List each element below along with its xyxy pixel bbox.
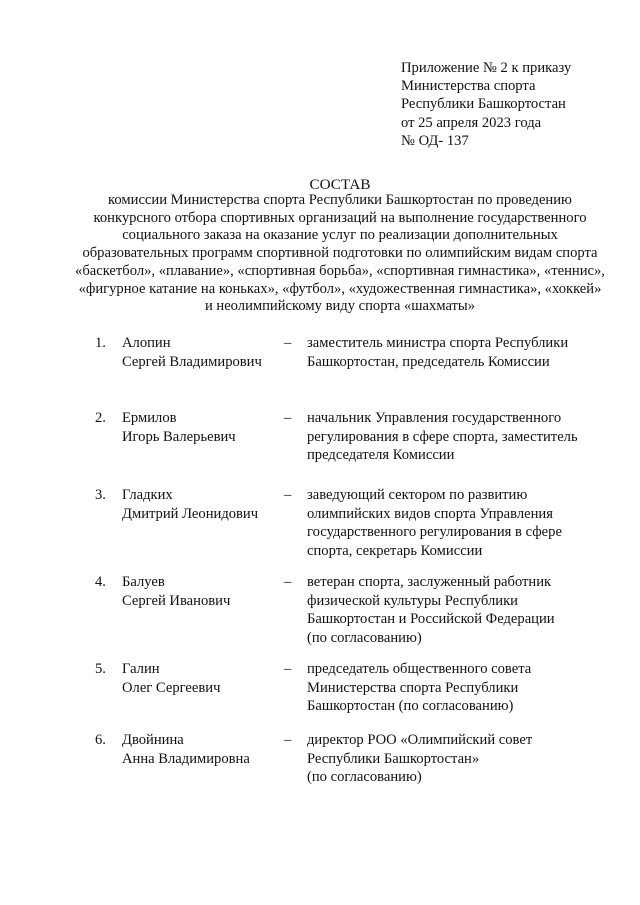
role-line: заместитель министра спорта Республики <box>307 335 569 351</box>
role-line: регулирования в сфере спорта, заместитель <box>307 428 578 445</box>
document-subtitle <box>50 192 630 316</box>
subtitle-line: и неолимпийскому виду спорта «шахматы» <box>204 298 476 315</box>
member-number: 6. <box>95 732 106 748</box>
member-number: 3. <box>95 487 106 503</box>
member-surname: Балуев <box>122 574 165 590</box>
subtitle-line: конкурсного отбора спортивных организаций на выполнение государственного <box>93 209 587 226</box>
role-line: олимпийских видов спорта Управления <box>307 505 553 522</box>
member-dash: – <box>284 732 292 748</box>
member-role <box>307 660 607 716</box>
role-line: Башкортостан, председатель Комиссии <box>307 353 550 370</box>
subtitle-line: «баскетбол», «плавание», «спортивная борьба», «спортивная гимнастика», «теннис», <box>75 262 605 279</box>
member-dash: – <box>284 335 292 351</box>
document-title: СОСТАВ <box>309 176 371 193</box>
member-name <box>122 486 282 523</box>
role-line: физической культуры Республики <box>307 592 518 609</box>
role-line: председатель общественного совета <box>307 661 532 677</box>
subtitle-line: социального заказа на оказание услуг по реализации дополнительных <box>122 227 558 244</box>
role-line: Министерства спорта Республики <box>307 679 519 696</box>
role-line: заведующий сектором по развитию <box>307 487 528 503</box>
member-given-names: Игорь Валерьевич <box>122 428 236 445</box>
role-line: Республики Башкортостан» <box>307 750 480 767</box>
member-role <box>307 334 607 371</box>
member-given-names: Сергей Владимирович <box>122 353 262 370</box>
role-line: Башкортостан (по согласованию) <box>307 698 514 715</box>
member-dash: – <box>284 487 292 503</box>
role-line: Башкортостан и Российской Федерации <box>307 611 555 628</box>
member-role <box>307 409 607 465</box>
member-given-names: Анна Владимировна <box>122 750 250 767</box>
member-surname: Алопин <box>122 335 171 351</box>
member-surname: Галин <box>122 661 160 677</box>
member-name <box>122 660 282 697</box>
member-dash: – <box>284 661 292 677</box>
appendix-line: Приложение № 2 к приказу <box>401 60 572 76</box>
member-dash: – <box>284 574 292 590</box>
role-line: (по согласованию) <box>307 769 422 786</box>
member-number: 5. <box>95 661 106 677</box>
member-role <box>307 486 607 560</box>
subtitle-line: образовательных программ спортивной подготовки по олимпийским видам спорта <box>82 245 598 262</box>
role-line: директор РОО «Олимпийский совет <box>307 732 533 748</box>
member-name <box>122 334 282 371</box>
member-surname: Гладких <box>122 487 173 503</box>
appendix-line: Республики Башкортостан <box>401 96 566 113</box>
subtitle-line: «фигурное катание на коньках», «футбол», «художественная гимнастика», «хоккей» <box>78 280 602 297</box>
appendix-reference <box>401 59 621 150</box>
role-line: ветеран спорта, заслуженный работник <box>307 574 552 590</box>
member-number: 2. <box>95 410 106 426</box>
member-name <box>122 731 282 768</box>
member-given-names: Дмитрий Леонидович <box>122 505 259 522</box>
role-line: государственного регулирования в сфере <box>307 524 562 541</box>
member-dash: – <box>284 410 292 426</box>
member-given-names: Сергей Иванович <box>122 592 231 609</box>
member-number: 1. <box>95 335 106 351</box>
member-name <box>122 573 282 610</box>
role-line: председателя Комиссии <box>307 447 455 464</box>
role-line: спорта, секретарь Комиссии <box>307 542 483 559</box>
member-number: 4. <box>95 574 106 590</box>
role-line: начальник Управления государственного <box>307 410 562 426</box>
member-given-names: Олег Сергеевич <box>122 679 221 696</box>
member-role <box>307 731 607 787</box>
subtitle-line: комиссии Министерства спорта Республики Башкортостан по проведению <box>108 192 572 208</box>
appendix-line: от 25 апреля 2023 года <box>401 114 542 131</box>
member-name <box>122 409 282 446</box>
appendix-line: Министерства спорта <box>401 78 536 95</box>
member-surname: Двойнина <box>122 732 184 748</box>
member-role <box>307 573 607 647</box>
role-line: (по согласованию) <box>307 629 422 646</box>
appendix-line: № ОД- 137 <box>401 132 469 149</box>
member-surname: Ермилов <box>122 410 177 426</box>
